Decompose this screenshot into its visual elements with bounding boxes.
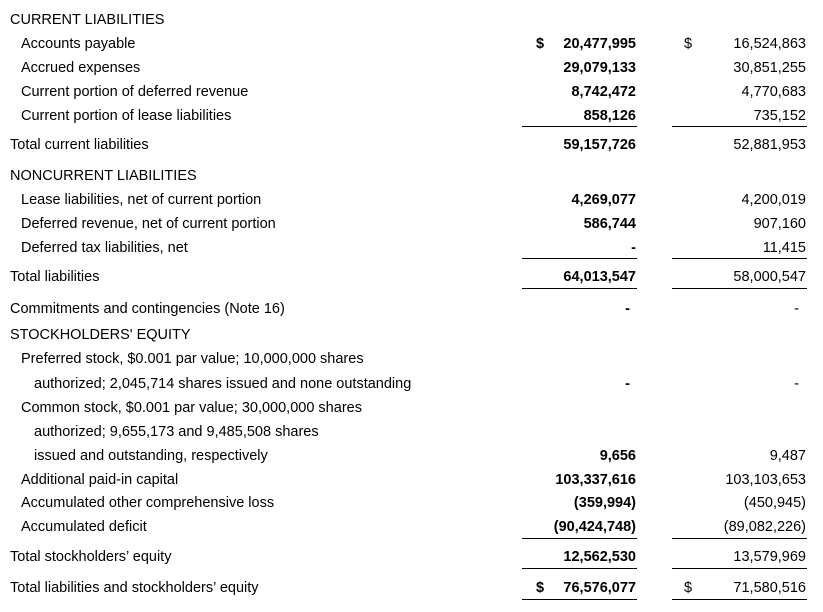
double-underline-rule (672, 599, 807, 600)
underline-rule (522, 258, 637, 259)
value-current-year: 858,126 (583, 108, 636, 124)
value-prior-year: (89,082,226) (723, 519, 806, 535)
underline-rule (522, 568, 637, 569)
underline-rule (672, 126, 807, 127)
row-label: Deferred tax liabilities, net (21, 240, 188, 256)
row-current-lease-liabilities (0, 105, 823, 127)
row-total-current-liabilities (0, 134, 823, 156)
section-noncurrent-liabilities (0, 165, 823, 187)
row-additional-paid-in-capital (0, 469, 823, 491)
section-heading: NONCURRENT LIABILITIES (10, 168, 197, 184)
underline-rule (672, 538, 807, 539)
row-accounts-payable (0, 33, 823, 55)
double-underline-rule (522, 599, 637, 600)
value-current-year: (359,994) (573, 495, 636, 511)
value-current-year: - (625, 301, 630, 317)
row-label: Current portion of deferred revenue (21, 84, 249, 100)
value-current-year: 20,477,995 (563, 36, 636, 52)
value-current-year: 4,269,077 (571, 192, 636, 208)
row-label: authorized; 2,045,714 shares issued and none outstanding (34, 376, 412, 392)
value-prior-year: 16,524,863 (733, 36, 806, 52)
row-label: authorized; 9,655,173 and 9,485,508 shares (34, 424, 319, 440)
value-prior-year: 103,103,653 (725, 472, 806, 488)
row-label: Preferred stock, $0.001 par value; 10,000,000 shares (21, 351, 364, 367)
row-accrued-expenses (0, 57, 823, 79)
value-current-year: 29,079,133 (563, 60, 636, 76)
section-heading: CURRENT LIABILITIES (10, 12, 165, 28)
row-label: Total current liabilities (10, 137, 149, 153)
value-prior-year: 13,579,969 (733, 549, 806, 565)
value-current-year: - (631, 240, 636, 256)
row-label: Total liabilities and stockholders’ equity (10, 580, 259, 596)
value-current-year: - (625, 376, 630, 392)
row-label: Total liabilities (10, 269, 100, 285)
value-prior-year: 4,200,019 (741, 192, 806, 208)
row-label: Additional paid-in capital (21, 472, 179, 488)
value-current-year: (90,424,748) (553, 519, 636, 535)
row-noncurrent-lease-liabilities (0, 189, 823, 211)
row-label: Lease liabilities, net of current portion (21, 192, 262, 208)
row-label: Accumulated other comprehensive loss (21, 495, 275, 511)
value-prior-year: 4,770,683 (741, 84, 806, 100)
underline-rule (672, 288, 807, 289)
row-commitments (0, 298, 823, 320)
value-prior-year: 71,580,516 (733, 580, 806, 596)
value-current-year: 76,576,077 (563, 580, 636, 596)
currency-symbol: $ (684, 580, 693, 596)
underline-rule (672, 568, 807, 569)
value-prior-year: 735,152 (753, 108, 806, 124)
row-total-liabilities (0, 266, 823, 288)
value-current-year: 586,744 (583, 216, 636, 232)
value-current-year: 59,157,726 (563, 137, 636, 153)
row-noncurrent-deferred-revenue (0, 213, 823, 235)
row-total-liabilities-and-equity (0, 577, 823, 599)
row-current-deferred-revenue (0, 81, 823, 103)
currency-symbol: $ (536, 580, 545, 596)
row-preferred-stock-line2 (0, 373, 823, 395)
row-label: Accumulated deficit (21, 519, 147, 535)
row-label: Common stock, $0.001 par value; 30,000,000 shares (21, 400, 362, 416)
row-preferred-stock-line1 (0, 348, 823, 370)
section-heading: STOCKHOLDERS' EQUITY (10, 327, 191, 343)
value-prior-year: 11,415 (762, 240, 806, 256)
row-common-stock-line1 (0, 397, 823, 419)
row-label: Commitments and contingencies (Note 16) (10, 301, 285, 317)
value-current-year: 9,656 (599, 448, 636, 464)
row-label: issued and outstanding, respectively (34, 448, 268, 464)
row-label: Accrued expenses (21, 60, 141, 76)
section-current-liabilities (0, 9, 823, 31)
currency-symbol: $ (684, 36, 693, 52)
underline-rule (522, 126, 637, 127)
row-label: Total stockholders’ equity (10, 549, 172, 565)
row-common-stock-line3 (0, 445, 823, 467)
value-current-year: 103,337,616 (555, 472, 636, 488)
value-prior-year: 58,000,547 (733, 269, 806, 285)
value-prior-year: 9,487 (769, 448, 806, 464)
row-total-stockholders-equity (0, 546, 823, 568)
row-accumulated-oci (0, 492, 823, 514)
value-current-year: 64,013,547 (563, 269, 636, 285)
value-prior-year: 30,851,255 (733, 60, 806, 76)
underline-rule (522, 288, 637, 289)
value-current-year: 12,562,530 (563, 549, 636, 565)
value-prior-year: (450,945) (743, 495, 806, 511)
row-label: Deferred revenue, net of current portion (21, 216, 276, 232)
currency-symbol: $ (536, 36, 545, 52)
value-prior-year: - (794, 301, 799, 317)
value-current-year: 8,742,472 (571, 84, 636, 100)
underline-rule (522, 538, 637, 539)
row-deferred-tax-liabilities (0, 237, 823, 259)
row-common-stock-line2 (0, 421, 823, 443)
row-accumulated-deficit (0, 516, 823, 538)
value-prior-year: 52,881,953 (733, 137, 806, 153)
value-prior-year: 907,160 (753, 216, 806, 232)
underline-rule (672, 258, 807, 259)
value-prior-year: - (794, 376, 799, 392)
row-label: Accounts payable (21, 36, 136, 52)
section-stockholders-equity (0, 324, 823, 346)
row-label: Current portion of lease liabilities (21, 108, 232, 124)
